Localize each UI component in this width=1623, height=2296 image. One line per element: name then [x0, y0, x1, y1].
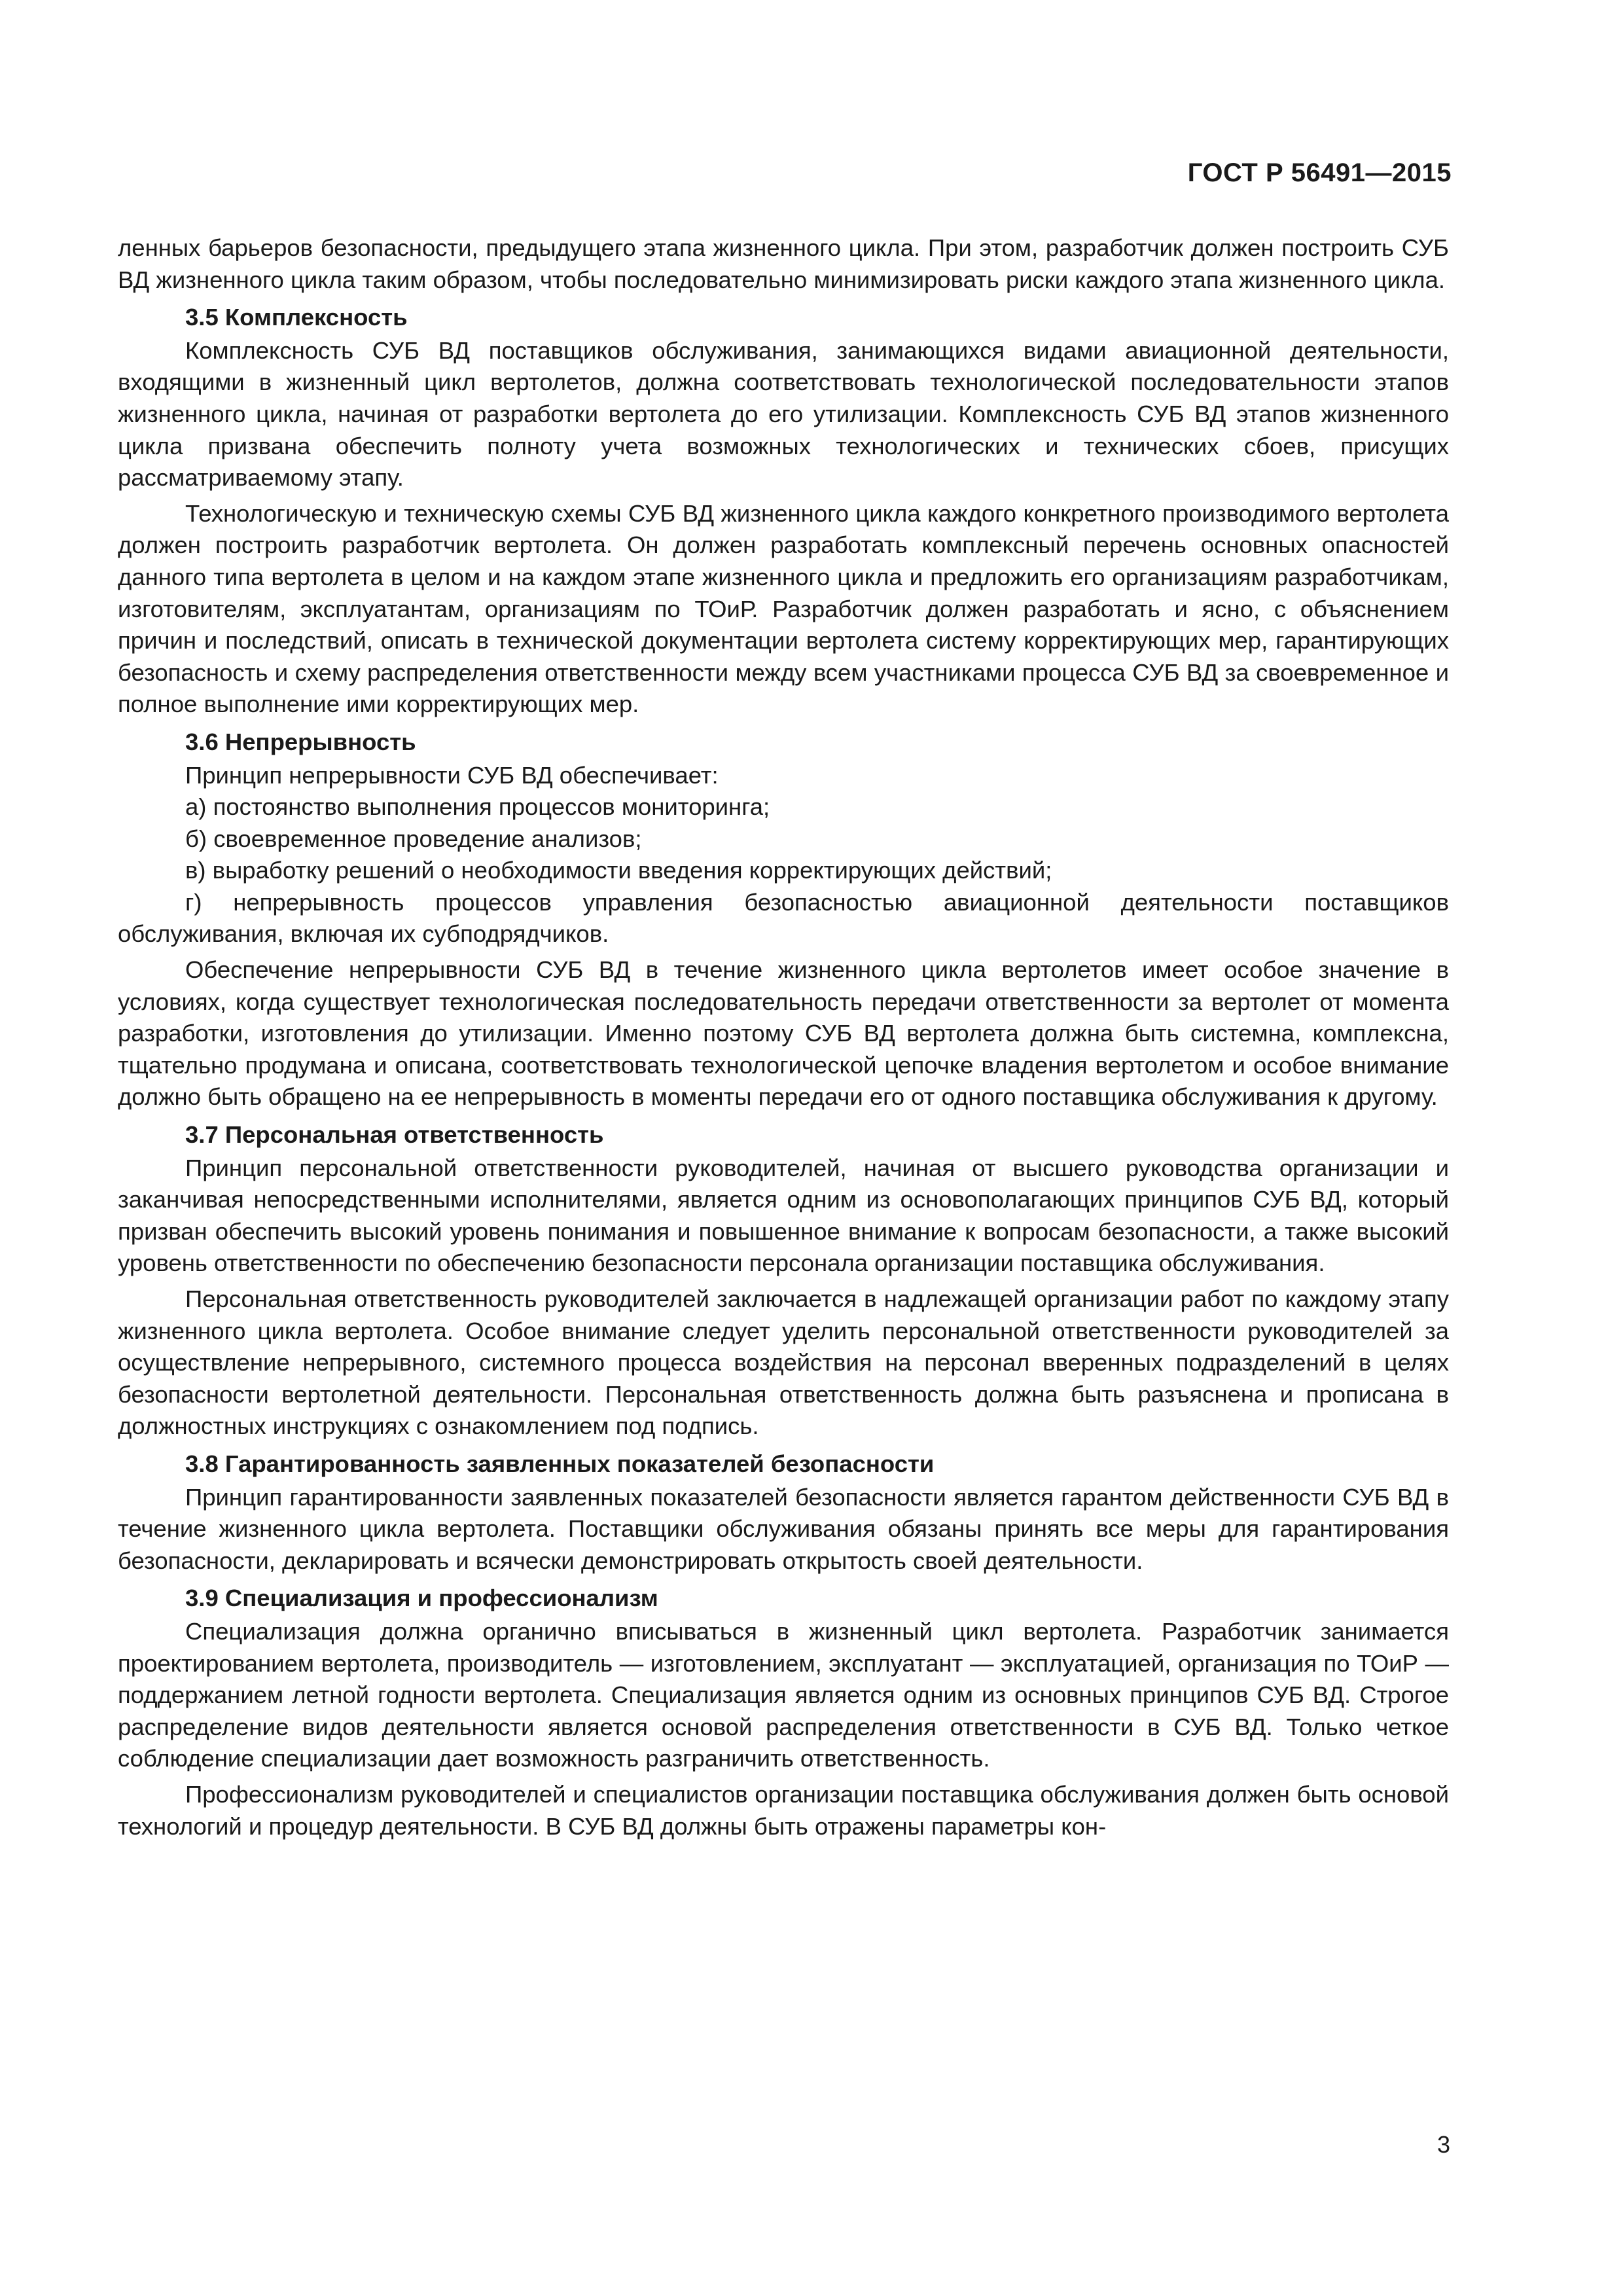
paragraph: Профессионализм руководителей и специалистов организации поставщика обслуживания должен быть основой технологий и процедур деятельности. В СУБ ВД должны быть отражены параметры кон- — [118, 1780, 1449, 1840]
intro-paragraph: ленных барьеров безопасности, предыдущего этапа жизненного цикла. При этом, разработчик должен построить СУБ ВД жизненного цикла таким образом, чтобы последовательно минимизировать риски каждого этапа жизненного цикла. — [118, 234, 1449, 293]
paragraph: Персональная ответственность руководителей заключается в надлежащей организации работ по каждому этапу жизненного цикла вертолета. Особое внимание следует уделить персональной ответственности руководителей за осуществление непрерывного, системного процесса воздействия на персонал вверенных подразделений в целях безопасности вертолетной деятельности. Персональная ответственность должна быть разъяснена и прописана в должностных инструкциях с ознакомлением под подпись. — [118, 1285, 1449, 1440]
section-heading-3-6: 3.6 Непрерывность — [185, 728, 416, 755]
section-heading-3-8: 3.8 Гарантированность заявленных показателей безопасности — [185, 1450, 935, 1477]
list-item: в) выработку решений о необходимости введения корректирующих действий; — [185, 857, 1052, 884]
paragraph: Принцип персональной ответственности руководителей, начиная от высшего руководства организации и заканчивая непосредственными исполнителями, является одним из основополагающих принципов СУБ ВД, который призван обеспечить высокий уровень понимания и повышенное внимание к вопросам безопасности, а также высокий уровень ответственности по обеспечению безопасности персонала организации поставщика обслуживания. — [118, 1154, 1449, 1277]
page-number: 3 — [1436, 2131, 1450, 2158]
paragraph: Комплексность СУБ ВД поставщиков обслуживания, занимающихся видами авиационной деятельности, входящими в жизненный цикл вертолетов, должна соответствовать технологической последовательности этапов жизненного цикла, начиная от разработки вертолета до его утилизации. Комплексность СУБ ВД этапов жизненного цикла призвана обеспечить полноту учета возможных технологических и технических сбоев, присущих рассматриваемому этапу. — [118, 336, 1449, 492]
paragraph: Принцип гарантированности заявленных показателей безопасности является гарантом действенности СУБ ВД в течение жизненного цикла вертолета. Поставщики обслуживания обязаны принять все меры для гарантирования безопасности, декларировать и всячески демонстрировать открытость своей деятельности. — [118, 1483, 1449, 1574]
document-standard-number: ГОСТ Р 56491—2015 — [1187, 158, 1452, 187]
list-item: б) своевременное проведение анализов; — [185, 825, 642, 852]
section-heading-3-7: 3.7 Персональная ответственность — [185, 1121, 604, 1149]
paragraph: Обеспечение непрерывности СУБ ВД в течение жизненного цикла вертолетов имеет особое значение в условиях, когда существует технологическая последовательность передачи ответственности за вертолет от момента разработки, изготовления до утилизации. Именно поэтому СУБ ВД вертолета должна быть системна, комплексна, тщательно продумана и описана, соответствовать технологической цепочке владения вертолетом и особое внимание должно быть обращено на ее непрерывность в моменты передачи его от одного поставщика обслуживания к другому. — [118, 956, 1449, 1111]
document-body — [118, 232, 1449, 1842]
paragraph: Специализация должна органично вписываться в жизненный цикл вертолета. Разработчик занимается проектированием вертолета, производитель — изготовлением, эксплуатант — эксплуатацией, организация по ТОиР — поддержанием летной годности вертолета. Специализация является одним из основных принципов СУБ ВД. Строгое распределение видов деятельности является основой распределения ответственности в СУБ ВД. Только четкое соблюдение специализации дает возможность разграничить ответственность. — [118, 1617, 1449, 1772]
list-item: а) постоянство выполнения процессов мониторинга; — [185, 793, 770, 821]
paragraph: Технологическую и техническую схемы СУБ ВД жизненного цикла каждого конкретного производимого вертолета должен построить разработчик вертолета. Он должен разработать комплексный перечень основных опасностей данного типа вертолета в целом и на каждом этапе жизненного цикла и предложить его организациям разработчикам, изготовителям, эксплуатантам, организациям по ТОиР. Разработчик должен разработать и ясно, с объяснением причин и последствий, описать в технической документации вертолета систему корректирующих мер, гарантирующих безопасность и схему распределения ответственности между всем участниками процесса СУБ ВД за своевременное и полное выполнение ими корректирующих мер. — [118, 499, 1449, 718]
list-item: г) непрерывность процессов управления безопасностью авиационной деятельности поставщиков обслуживания, включая их субподрядчиков. — [118, 888, 1449, 948]
paragraph: Принцип непрерывности СУБ ВД обеспечивает: — [185, 761, 719, 789]
section-heading-3-9: 3.9 Специализация и профессионализм — [185, 1585, 658, 1612]
section-heading-3-5: 3.5 Комплексность — [185, 304, 408, 331]
